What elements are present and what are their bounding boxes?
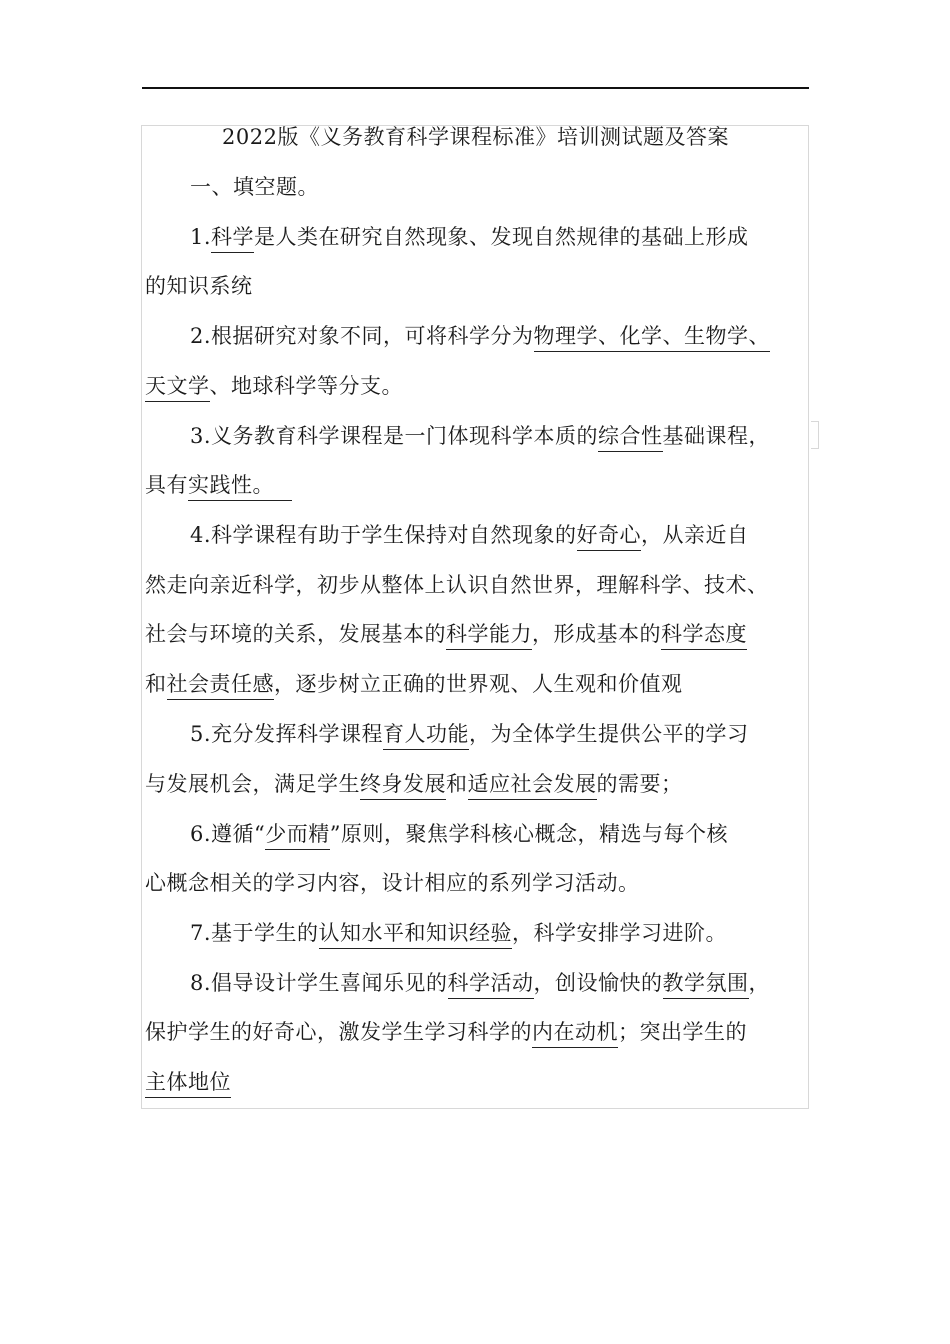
q8-answer-2: 教学氛围 <box>663 971 749 999</box>
q8-answer-1: 科学活动 <box>448 971 534 999</box>
header-rule <box>142 87 809 89</box>
q7-text: 7.基于学生的 <box>190 921 319 945</box>
q3-line1 <box>190 423 770 449</box>
q5-line1 <box>190 721 749 747</box>
margin-bracket <box>811 421 819 449</box>
q8-text: 保护学生的好奇心，激发学生学习科学的 <box>145 1020 532 1044</box>
q5-answer-1: 育人功能 <box>383 722 469 750</box>
q6-text: 心概念相关的学习内容，设计相应的系列学习活动。 <box>145 871 640 895</box>
q5-line2 <box>145 771 683 797</box>
q1-line1 <box>190 224 749 250</box>
q6-text: 6.遵循“ <box>190 822 266 846</box>
q8-answer-3: 内在动机 <box>532 1020 618 1048</box>
q8-answer-4: 主体地位 <box>145 1070 231 1098</box>
q6-answer-1: 少而精 <box>265 822 330 850</box>
q5-text: 的需要； <box>596 772 683 796</box>
q8-text: ；突出学生的 <box>618 1020 747 1044</box>
q3-text: 3.义务教育科学课程是一门体现科学本质的 <box>190 424 599 448</box>
document-title <box>222 124 729 150</box>
q2-line2 <box>145 373 403 399</box>
section-text: 一、填空题。 <box>190 175 319 199</box>
q4-text: ，形成基本的 <box>532 622 661 646</box>
q3-answer-2: 实践性。 <box>188 473 292 501</box>
q5-text: 和 <box>446 772 468 796</box>
q4-answer-1: 好奇心 <box>577 523 642 551</box>
q8-text: ， <box>748 971 771 995</box>
q6-line2 <box>145 870 640 896</box>
q7-line1 <box>190 920 727 946</box>
q3-line2 <box>145 472 292 498</box>
q6-text: ”原则，聚焦学科核心概念，精选与每个核 <box>329 822 729 846</box>
title-text: 2022版《义务教育科学课程标准》培训测试题及答案 <box>222 125 729 149</box>
q7-text: ，科学安排学习进阶。 <box>512 921 728 945</box>
q2-text: 2.根据研究对象不同，可将科学分为 <box>190 324 534 348</box>
q8-line2 <box>145 1019 747 1045</box>
q2-text: 、地球科学等分支。 <box>209 374 403 398</box>
q1-text: 是人类在研究自然现象、发现自然规律的基础上形成 <box>254 225 749 249</box>
q4-line4 <box>145 671 683 697</box>
q1-text: 的知识系统 <box>145 274 253 298</box>
q4-answer-4: 社会责任感 <box>167 672 275 700</box>
q2-line1 <box>190 323 770 349</box>
q6-line1 <box>190 821 728 847</box>
section-heading <box>190 174 319 200</box>
q4-answer-3: 科学态度 <box>661 622 747 650</box>
q4-text: 社会与环境的关系，发展基本的 <box>145 622 446 646</box>
q4-text: 和 <box>145 672 167 696</box>
q4-answer-2: 科学能力 <box>446 622 532 650</box>
q1-line2 <box>145 273 253 299</box>
q5-answer-2: 终身发展 <box>360 772 446 800</box>
q5-text: 与发展机会，满足学生 <box>145 772 360 796</box>
q3-text: 基础课程， <box>662 424 771 448</box>
q5-answer-3: 适应社会发展 <box>468 772 597 800</box>
q4-text: 然走向亲近科学，初步从整体上认识自然世界，理解科学、技术、 <box>145 573 769 597</box>
q4-text: 4.科学课程有助于学生保持对自然现象的 <box>190 523 577 547</box>
q2-answer-2: 天文学 <box>145 374 210 402</box>
q4-line1 <box>190 522 749 548</box>
q8-text: ，创设愉快的 <box>533 971 663 995</box>
q8-line1 <box>190 970 770 996</box>
q4-line2 <box>145 572 769 598</box>
q4-text: ，从亲近自 <box>641 523 749 547</box>
q1-answer-1: 科学 <box>211 225 254 253</box>
q2-answer-1: 物理学、化学、生物学、 <box>534 324 771 352</box>
q3-text: 具有 <box>145 473 188 497</box>
q7-answer-1: 认知水平和知识经验 <box>319 921 513 949</box>
q4-line3 <box>145 621 747 647</box>
q4-text: ，逐步树立正确的世界观、人生观和价值观 <box>274 672 683 696</box>
q5-text: ，为全体学生提供公平的学习 <box>469 722 749 746</box>
q8-text: 8.倡导设计学生喜闻乐见的 <box>190 971 448 995</box>
q1-text: 1. <box>190 225 212 249</box>
q8-line3 <box>145 1069 231 1095</box>
q3-answer-1: 综合性 <box>598 424 663 452</box>
q5-text: 5.充分发挥科学课程 <box>190 722 384 746</box>
